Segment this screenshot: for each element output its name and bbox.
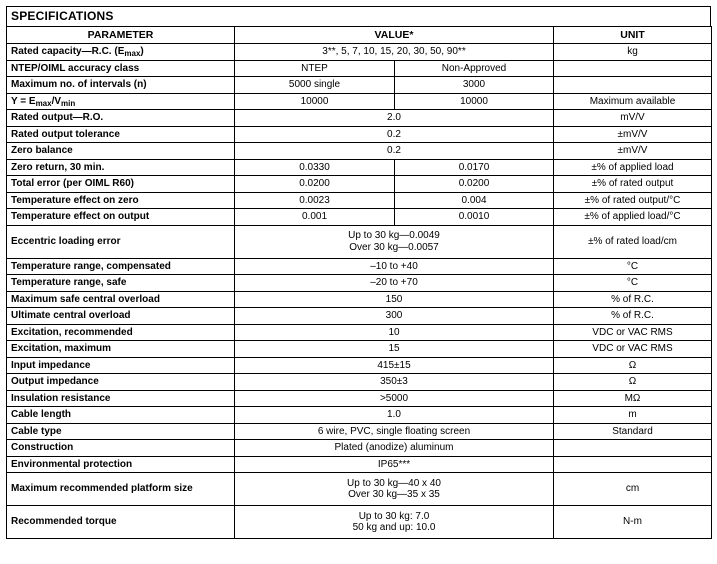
- unit-cell: ±% of rated output: [554, 176, 712, 193]
- parameter-cell: Cable type: [7, 423, 235, 440]
- value-cell: IP65***: [235, 456, 554, 473]
- unit-cell: ±mV/V: [554, 126, 712, 143]
- parameter-cell: Ultimate central overload: [7, 308, 235, 325]
- table-row: [7, 143, 712, 160]
- column-header-unit: UNIT: [554, 27, 712, 44]
- value-line-1: Up to 30 kg—40 x 40: [347, 477, 441, 489]
- unit-cell: MΩ: [554, 390, 712, 407]
- parameter-cell: Rated output tolerance: [7, 126, 235, 143]
- value-cell: 1.0: [235, 407, 554, 424]
- table-row: [7, 390, 712, 407]
- parameter-cell: Temperature range, compensated: [7, 258, 235, 275]
- table-row: [7, 324, 712, 341]
- unit-cell: °C: [554, 258, 712, 275]
- value-cell-left: 0.0200: [235, 176, 395, 193]
- parameter-cell: Excitation, maximum: [7, 341, 235, 358]
- table-row: [7, 209, 712, 226]
- table-row: [7, 308, 712, 325]
- value-cell: [235, 225, 554, 258]
- value-cell: –20 to +70: [235, 275, 554, 292]
- value-cell: 0.2: [235, 126, 554, 143]
- value-cell-left: 0.0023: [235, 192, 395, 209]
- unit-cell: Maximum available: [554, 93, 712, 110]
- value-cell: 10: [235, 324, 554, 341]
- value-cell-left: 10000: [235, 93, 395, 110]
- value-cell: 150: [235, 291, 554, 308]
- value-cell: –10 to +40: [235, 258, 554, 275]
- unit-cell: [554, 77, 712, 94]
- value-cell-right: 3000: [395, 77, 554, 94]
- table-row: [7, 176, 712, 193]
- table-row: [7, 275, 712, 292]
- parameter-cell: Eccentric loading error: [7, 225, 235, 258]
- unit-cell: °C: [554, 275, 712, 292]
- unit-cell: N-m: [554, 506, 712, 539]
- value-cell-left: 5000 single: [235, 77, 395, 94]
- parameter-cell: Environmental protection: [7, 456, 235, 473]
- value-line-2: 50 kg and up: 10.0: [352, 522, 436, 534]
- parameter-cell: Temperature range, safe: [7, 275, 235, 292]
- value-cell: Plated (anodize) aluminum: [235, 440, 554, 457]
- unit-cell: VDC or VAC RMS: [554, 341, 712, 358]
- parameter-cell: Construction: [7, 440, 235, 457]
- unit-cell: ±% of applied load: [554, 159, 712, 176]
- unit-cell: Standard: [554, 423, 712, 440]
- parameter-cell: Excitation, recommended: [7, 324, 235, 341]
- table-row: [7, 192, 712, 209]
- parameter-cell: Cable length: [7, 407, 235, 424]
- table-row: [7, 506, 712, 539]
- parameter-cell: Rated capacity—R.C. $(E_{max})$: [7, 44, 235, 61]
- table-row: [7, 159, 712, 176]
- unit-cell: ±% of applied load/°C: [554, 209, 712, 226]
- unit-cell: cm: [554, 473, 712, 506]
- unit-cell: ±mV/V: [554, 143, 712, 160]
- table-row: [7, 357, 712, 374]
- value-cell: >5000: [235, 390, 554, 407]
- table-row: [7, 60, 712, 77]
- unit-cell: % of R.C.: [554, 308, 712, 325]
- value-cell: 6 wire, PVC, single floating screen: [235, 423, 554, 440]
- value-cell-right: 0.004: [395, 192, 554, 209]
- value-cell: [235, 506, 554, 539]
- value-cell: 300: [235, 308, 554, 325]
- unit-cell: Ω: [554, 357, 712, 374]
- table-row: [7, 93, 712, 110]
- table-row: [7, 110, 712, 127]
- table-row: [7, 77, 712, 94]
- table-body: [7, 27, 712, 539]
- unit-cell: Ω: [554, 374, 712, 391]
- parameter-cell: Recommended torque: [7, 506, 235, 539]
- value-line-2: Over 30 kg—35 x 35: [348, 489, 440, 501]
- table-row: [7, 407, 712, 424]
- value-cell-right: 0.0170: [395, 159, 554, 176]
- table-row: [7, 126, 712, 143]
- value-cell-left: 0.001: [235, 209, 395, 226]
- value-cell: 0.2: [235, 143, 554, 160]
- value-cell-left: NTEP: [235, 60, 395, 77]
- unit-cell: ±% of rated output/°C: [554, 192, 712, 209]
- value-cell: [235, 473, 554, 506]
- table-row: [7, 456, 712, 473]
- parameter-cell: Input impedance: [7, 357, 235, 374]
- parameter-cell: Zero return, 30 min.: [7, 159, 235, 176]
- page-title: SPECIFICATIONS: [6, 6, 711, 26]
- parameter-cell: Rated output—R.O.: [7, 110, 235, 127]
- unit-cell: mV/V: [554, 110, 712, 127]
- parameter-cell: Insulation resistance: [7, 390, 235, 407]
- table-row: [7, 44, 712, 61]
- table-row: [7, 341, 712, 358]
- value-cell: 3**, 5, 7, 10, 15, 20, 30, 50, 90**: [235, 44, 554, 61]
- unit-cell: [554, 456, 712, 473]
- value-cell-right: 0.0010: [395, 209, 554, 226]
- parameter-cell: Output impedance: [7, 374, 235, 391]
- value-cell: 415±15: [235, 357, 554, 374]
- value-cell: 2.0: [235, 110, 554, 127]
- value-cell: 350±3: [235, 374, 554, 391]
- unit-cell: [554, 440, 712, 457]
- value-line-1: Up to 30 kg—0.0049: [348, 230, 440, 242]
- column-header-value: VALUE*: [235, 27, 554, 44]
- parameter-cell: NTEP/OIML accuracy class: [7, 60, 235, 77]
- parameter-cell: Temperature effect on zero: [7, 192, 235, 209]
- table-row: [7, 225, 712, 258]
- unit-cell: [554, 60, 712, 77]
- table-row: [7, 258, 712, 275]
- unit-cell: m: [554, 407, 712, 424]
- parameter-cell: Zero balance: [7, 143, 235, 160]
- specifications-table: [6, 26, 712, 539]
- value-line-1: Up to 30 kg: 7.0: [358, 510, 430, 522]
- value-line-2: Over 30 kg—0.0057: [349, 241, 439, 253]
- table-row: [7, 291, 712, 308]
- unit-cell: ±% of rated load/cm: [554, 225, 712, 258]
- column-header-parameter: PARAMETER: [7, 27, 235, 44]
- parameter-cell: Temperature effect on output: [7, 209, 235, 226]
- parameter-cell: Total error (per OIML R60): [7, 176, 235, 193]
- value-cell-left: 0.0330: [235, 159, 395, 176]
- value-cell-right: 10000: [395, 93, 554, 110]
- unit-cell: VDC or VAC RMS: [554, 324, 712, 341]
- table-header-row: [7, 27, 712, 44]
- table-row: [7, 440, 712, 457]
- value-cell-right: Non-Approved: [395, 60, 554, 77]
- unit-cell: % of R.C.: [554, 291, 712, 308]
- parameter-cell: Maximum recommended platform size: [7, 473, 235, 506]
- value-cell-right: 0.0200: [395, 176, 554, 193]
- table-row: [7, 473, 712, 506]
- parameter-cell: $Y = E_{max}/V_{min}$: [7, 93, 235, 110]
- table-row: [7, 423, 712, 440]
- table-row: [7, 374, 712, 391]
- parameter-cell: Maximum safe central overload: [7, 291, 235, 308]
- unit-cell: kg: [554, 44, 712, 61]
- value-cell: 15: [235, 341, 554, 358]
- parameter-cell: Maximum no. of intervals (n): [7, 77, 235, 94]
